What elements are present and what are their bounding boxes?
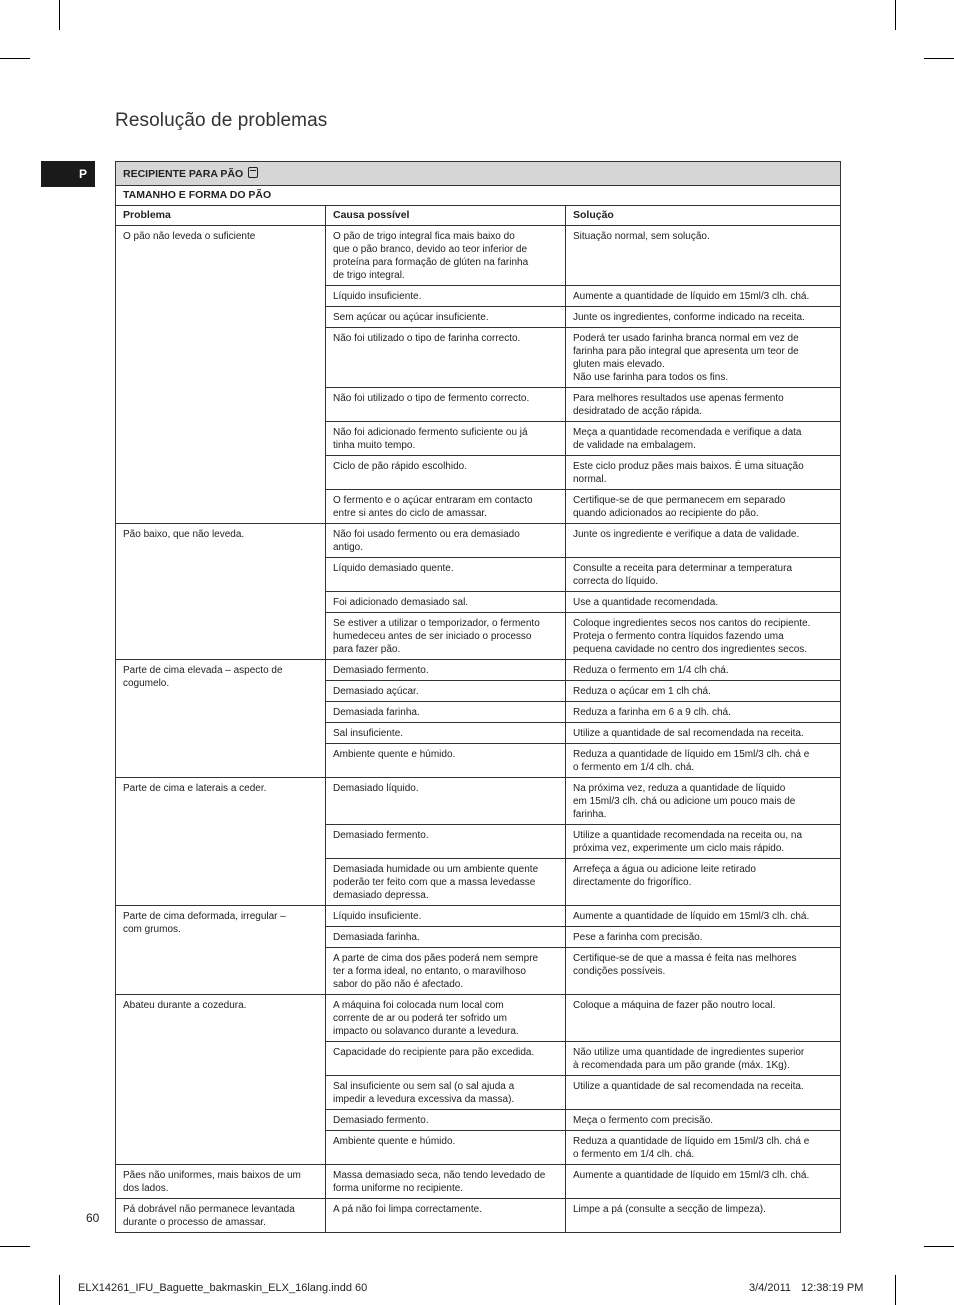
solution-cell: Poderá ter usado farinha branca normal em vez de farinha para pão integral que apresenta um teor de gluten mais elevado. Não use farinha para todos os fins. <box>566 328 841 388</box>
solution-cell: Reduza o fermento em 1/4 clh chá. <box>566 660 841 681</box>
solution-cell: Limpe a pá (consulte a secção de limpeza). <box>566 1199 841 1233</box>
column-header-solution: Solução <box>566 206 841 226</box>
problem-cell: Parte de cima elevada – aspecto de cogumelo. <box>116 660 326 778</box>
problem-cell: O pão não leveda o suficiente <box>116 226 326 524</box>
cause-cell: A pá não foi limpa correctamente. <box>326 1199 566 1233</box>
cause-cell: Foi adicionado demasiado sal. <box>326 592 566 613</box>
solution-cell: Reduza a quantidade de líquido em 15ml/3 clh. chá e o fermento em 1/4 clh. chá. <box>566 1131 841 1165</box>
cause-cell: Demasiado fermento. <box>326 1110 566 1131</box>
solution-cell: Utilize a quantidade de sal recomendada na receita. <box>566 723 841 744</box>
solution-cell: Coloque a máquina de fazer pão noutro local. <box>566 995 841 1042</box>
crop-mark <box>924 58 954 59</box>
section-title: RECIPIENTE PARA PÃO <box>123 168 244 180</box>
table-row <box>116 995 841 1042</box>
solution-cell: Meça a quantidade recomendada e verifique a data de validade na embalagem. <box>566 422 841 456</box>
cause-cell: Capacidade do recipiente para pão excedida. <box>326 1042 566 1076</box>
table-body <box>116 226 841 1233</box>
subsection-header-row <box>116 186 841 206</box>
table-row <box>116 1165 841 1199</box>
cause-cell: Demasiado fermento. <box>326 825 566 859</box>
cause-cell: Líquido demasiado quente. <box>326 558 566 592</box>
solution-cell: Aumente a quantidade de líquido em 15ml/3 clh. chá. <box>566 1165 841 1199</box>
cause-cell: Se estiver a utilizar o temporizador, o fermento humedeceu antes de ser iniciado o processo para fazer pão. <box>326 613 566 660</box>
troubleshooting-table <box>115 161 841 1233</box>
solution-cell: Consulte a receita para determinar a temperatura correcta do líquido. <box>566 558 841 592</box>
solution-cell: Aumente a quantidade de líquido em 15ml/3 clh. chá. <box>566 286 841 307</box>
solution-cell: Junte os ingredientes, conforme indicado na receita. <box>566 307 841 328</box>
solution-cell: Utilize a quantidade de sal recomendada na receita. <box>566 1076 841 1110</box>
page-title: Resolução de problemas <box>115 110 328 131</box>
crop-mark <box>895 1275 896 1305</box>
solution-cell: Reduza a quantidade de líquido em 15ml/3 clh. chá e o fermento em 1/4 clh. chá. <box>566 744 841 778</box>
cause-cell: Ciclo de pão rápido escolhido. <box>326 456 566 490</box>
solution-cell: Meça o fermento com precisão. <box>566 1110 841 1131</box>
problem-cell: Abateu durante a cozedura. <box>116 995 326 1165</box>
cause-cell: Ambiente quente e húmido. <box>326 744 566 778</box>
table-row <box>116 906 841 927</box>
cause-cell: A parte de cima dos pães poderá nem sempre ter a forma ideal, no entanto, o maravilhoso sabor do pão não é afectado. <box>326 948 566 995</box>
cause-cell: Demasiada farinha. <box>326 702 566 723</box>
footer-file-name: ELX14261_IFU_Baguette_bakmaskin_ELX_16lang.indd 60 <box>78 1282 368 1294</box>
section-header <box>116 162 841 186</box>
problem-cell: Parte de cima deformada, irregular – com grumos. <box>116 906 326 995</box>
cause-cell: Ambiente quente e húmido. <box>326 1131 566 1165</box>
table-row <box>116 778 841 825</box>
solution-cell: Na próxima vez, reduza a quantidade de líquido em 15ml/3 clh. chá ou adicione um pouco mais de farinha. <box>566 778 841 825</box>
footer-timestamp <box>749 1282 863 1294</box>
table-row <box>116 1199 841 1233</box>
column-header-problem: Problema <box>116 206 326 226</box>
problem-cell: Pá dobrável não permanece levantada durante o processo de amassar. <box>116 1199 326 1233</box>
column-header-row <box>116 206 841 226</box>
solution-cell: Reduza o açúcar em 1 clh chá. <box>566 681 841 702</box>
subsection-title: TAMANHO E FORMA DO PÃO <box>116 186 841 206</box>
problem-cell: Parte de cima e laterais a ceder. <box>116 778 326 906</box>
table-row <box>116 226 841 286</box>
crop-mark <box>924 1246 954 1247</box>
cause-cell: Líquido insuficiente. <box>326 286 566 307</box>
solution-cell: Certifique-se de que a massa é feita nas melhores condições possíveis. <box>566 948 841 995</box>
cause-cell: Sal insuficiente ou sem sal (o sal ajuda a impedir a levedura excessiva da massa). <box>326 1076 566 1110</box>
crop-mark <box>895 0 896 30</box>
crop-mark <box>59 0 60 30</box>
cause-cell: Não foi adicionado fermento suficiente ou já tinha muito tempo. <box>326 422 566 456</box>
solution-cell: Junte os ingrediente e verifique a data de validade. <box>566 524 841 558</box>
cause-cell: Massa demasiado seca, não tendo levedado de forma uniforme no recipiente. <box>326 1165 566 1199</box>
problem-cell: Pães não uniformes, mais baixos de um dos lados. <box>116 1165 326 1199</box>
cause-cell: Demasiada farinha. <box>326 927 566 948</box>
solution-cell: Certifique-se de que permanecem em separado quando adicionados ao recipiente do pão. <box>566 490 841 524</box>
section-header-row <box>116 162 841 186</box>
language-tab: P <box>41 161 95 187</box>
cause-cell: Demasiado açúcar. <box>326 681 566 702</box>
cause-cell: Demasiado fermento. <box>326 660 566 681</box>
solution-cell: Arrefeça a água ou adicione leite retirado directamente do frigorífico. <box>566 859 841 906</box>
solution-cell: Aumente a quantidade de líquido em 15ml/3 clh. chá. <box>566 906 841 927</box>
solution-cell: Para melhores resultados use apenas fermento desidratado de acção rápida. <box>566 388 841 422</box>
solution-cell: Reduza a farinha em 6 a 9 clh. chá. <box>566 702 841 723</box>
solution-cell: Pese a farinha com precisão. <box>566 927 841 948</box>
cause-cell: Sal insuficiente. <box>326 723 566 744</box>
cause-cell: Sem açúcar ou açúcar insuficiente. <box>326 307 566 328</box>
cause-cell: Demasiado líquido. <box>326 778 566 825</box>
solution-cell: Este ciclo produz pães mais baixos. É uma situação normal. <box>566 456 841 490</box>
table-row <box>116 660 841 681</box>
page-number: 60 <box>86 1211 100 1225</box>
cause-cell: Demasiada humidade ou um ambiente quente poderão ter feito com que a massa levedasse demasiado depressa. <box>326 859 566 906</box>
bread-pan-icon <box>248 167 258 178</box>
cause-cell: A máquina foi colocada num local com corrente de ar ou poderá ter sofrido um impacto ou solavanco durante a levedura. <box>326 995 566 1042</box>
solution-cell: Situação normal, sem solução. <box>566 226 841 286</box>
crop-mark <box>0 58 30 59</box>
solution-cell: Coloque ingredientes secos nos cantos do recipiente. Proteja o fermento contra líquidos fazendo uma pequena cavidade no centro dos ingredientes secos. <box>566 613 841 660</box>
cause-cell: Líquido insuficiente. <box>326 906 566 927</box>
table-row <box>116 524 841 558</box>
cause-cell: Não foi utilizado o tipo de farinha correcto. <box>326 328 566 388</box>
solution-cell: Use a quantidade recomendada. <box>566 592 841 613</box>
cause-cell: Não foi utilizado o tipo de fermento correcto. <box>326 388 566 422</box>
solution-cell: Utilize a quantidade recomendada na receita ou, na próxima vez, experimente um ciclo mais rápido. <box>566 825 841 859</box>
problem-cell: Pão baixo, que não leveda. <box>116 524 326 660</box>
crop-mark <box>0 1246 30 1247</box>
column-header-cause: Causa possível <box>326 206 566 226</box>
solution-cell: Não utilize uma quantidade de ingredientes superior à recomendada para um pão grande (máx. 1Kg). <box>566 1042 841 1076</box>
footer-time: 12:38:19 PM <box>801 1282 864 1294</box>
cause-cell: O fermento e o açúcar entraram em contacto entre si antes do ciclo de amassar. <box>326 490 566 524</box>
cause-cell: Não foi usado fermento ou era demasiado antigo. <box>326 524 566 558</box>
footer-date: 3/4/2011 <box>749 1282 792 1294</box>
crop-mark <box>59 1275 60 1305</box>
cause-cell: O pão de trigo integral fica mais baixo do que o pão branco, devido ao teor inferior de proteína para formação de glúten na farinha de trigo integral. <box>326 226 566 286</box>
